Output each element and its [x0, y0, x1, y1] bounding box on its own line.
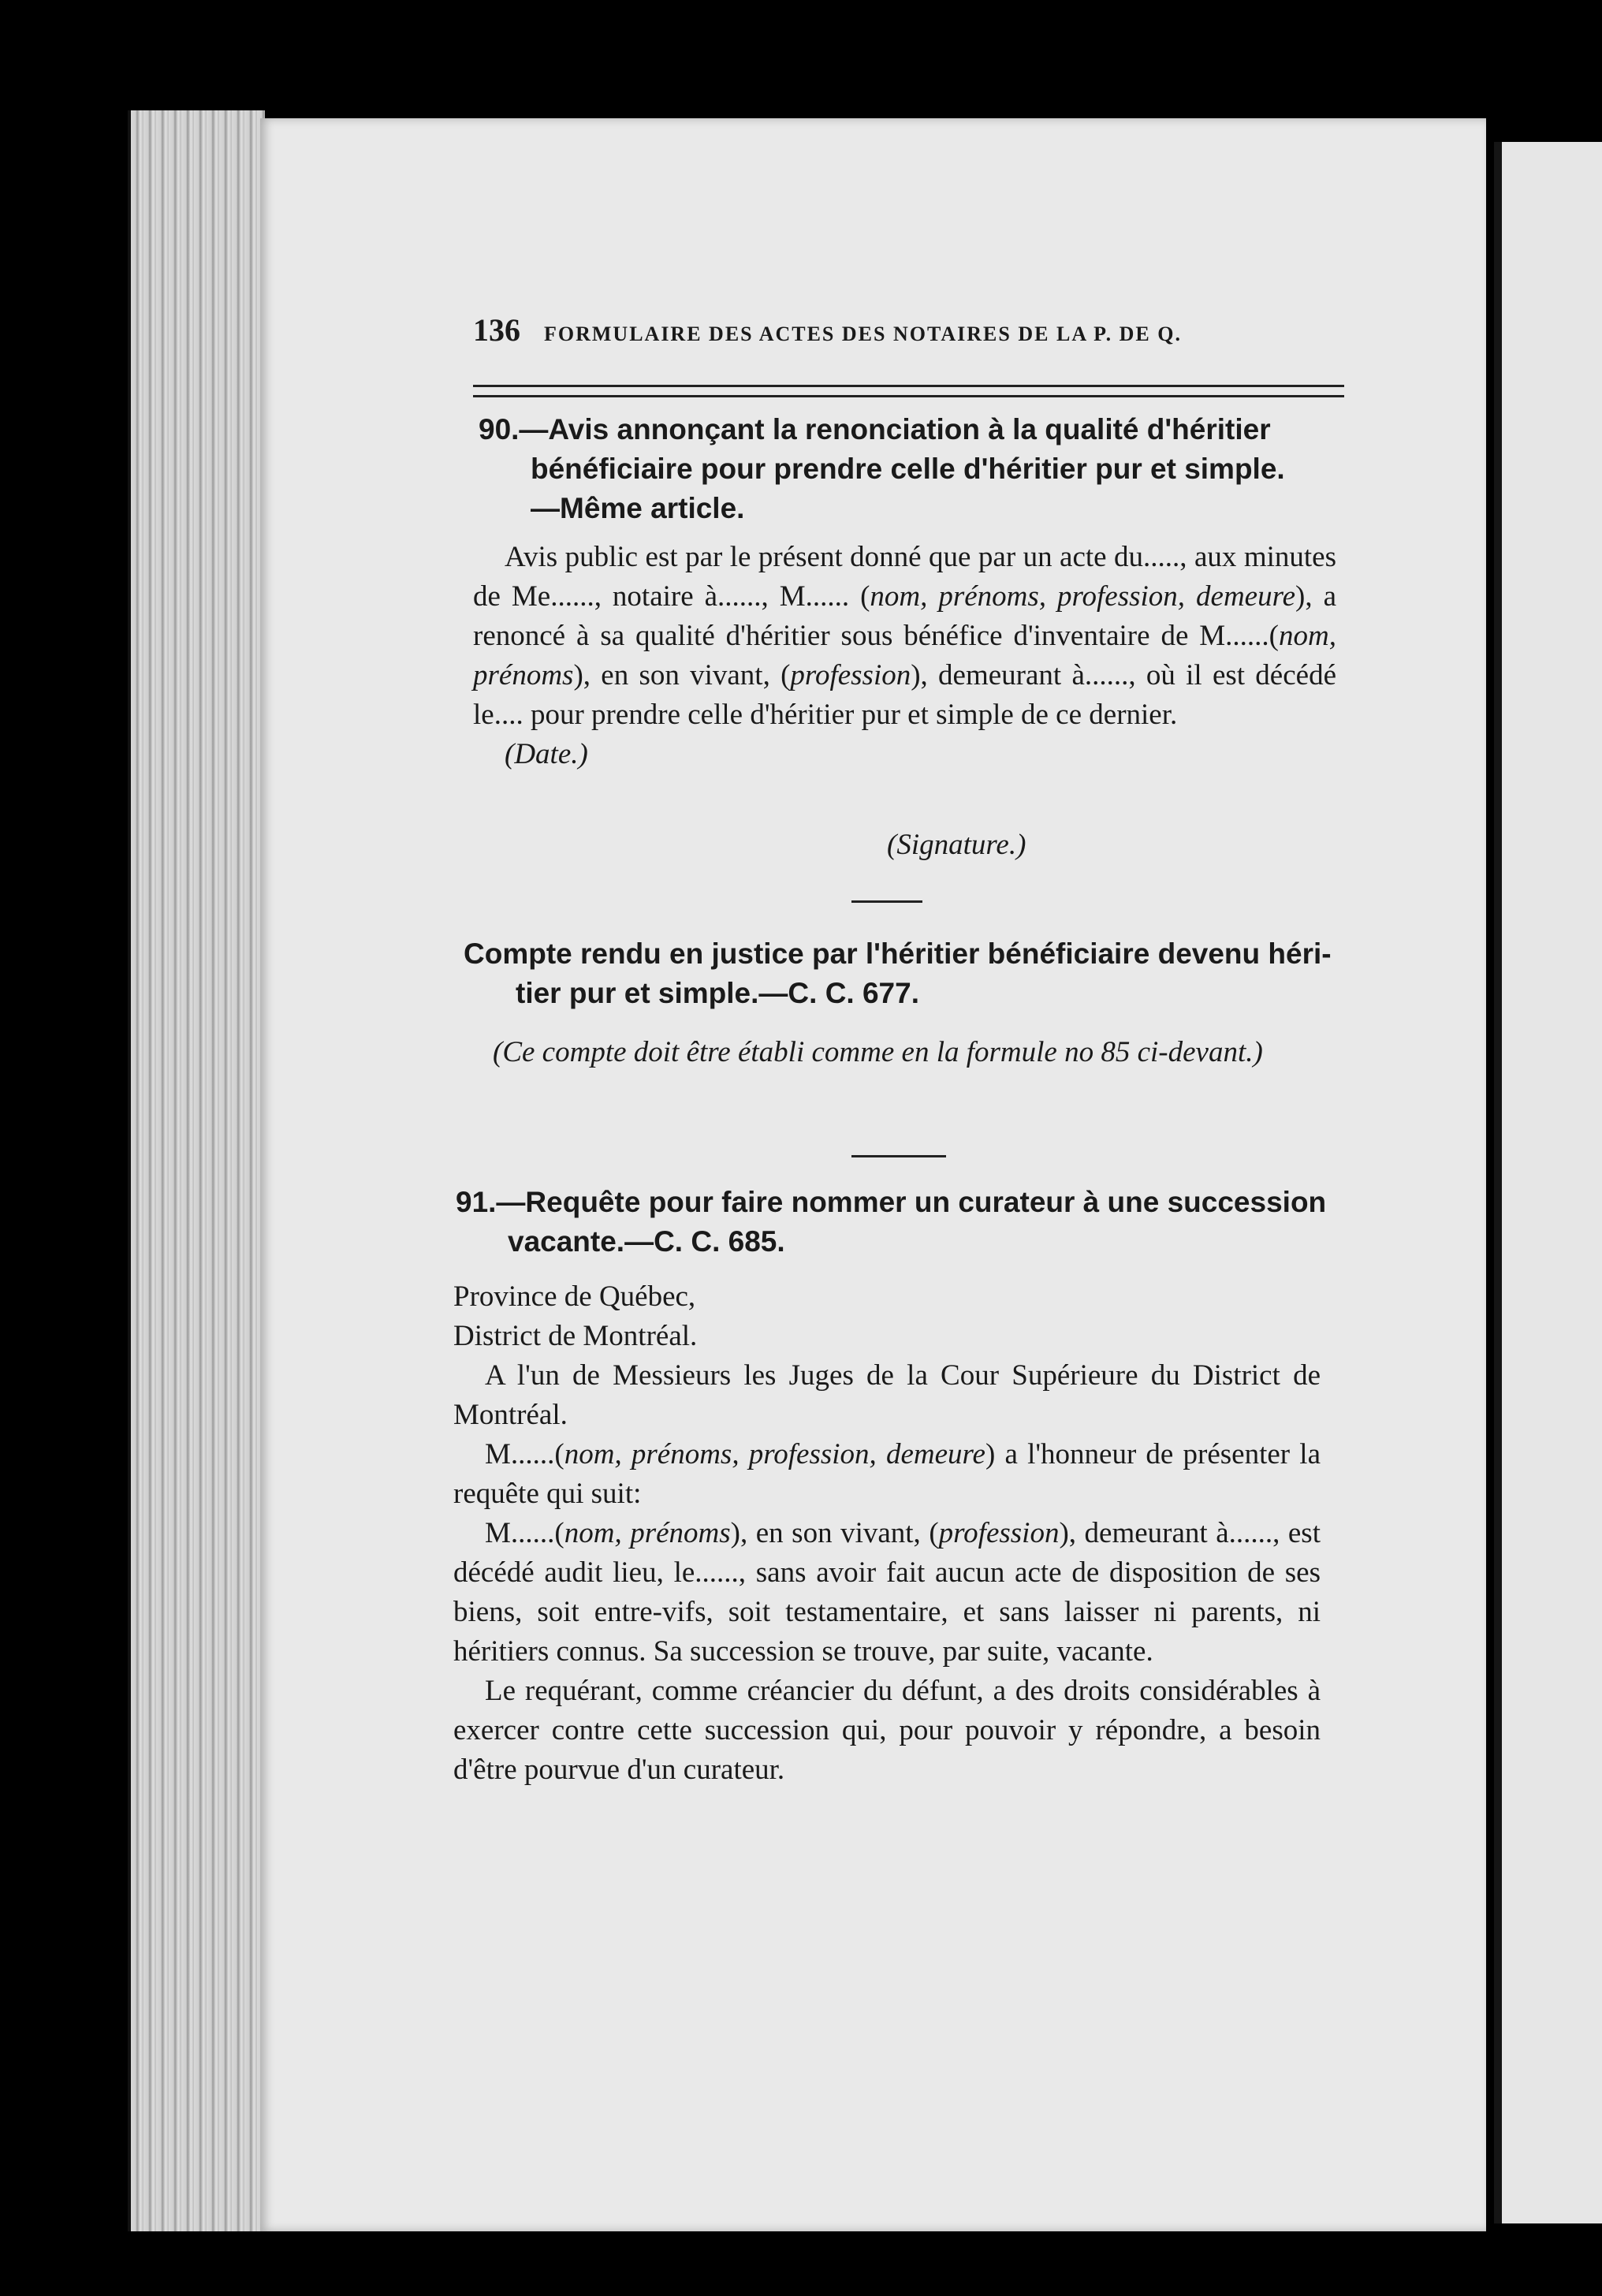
- text-run: ), a renoncé à sa qualité d'héritier sous bénéfice d'inventaire de M......(: [473, 580, 1337, 652]
- facing-page-edge: [1494, 142, 1602, 2223]
- compte-rendu-heading-line1: Compte rendu en justice par l'héritier bénéficiaire devenu héri-: [464, 937, 1332, 970]
- italic-run: nom, prénoms, profession, demeure: [870, 580, 1296, 613]
- text-run: ), en son vivant, (: [730, 1517, 939, 1549]
- section-90-body: [473, 538, 1336, 774]
- italic-run: nom, prénoms: [473, 620, 1336, 691]
- section-90-heading-line3: —Même article.: [531, 492, 745, 524]
- section-90-heading-line2: bénéficiaire pour prendre celle d'héritier pur et simple.: [531, 453, 1285, 485]
- text-run: ), demeurant à......, où il est décédé le.... pour prendre celle d'héritier pur et simple de ce dernier.: [473, 659, 1336, 731]
- deceased-paragraph: [453, 1514, 1321, 1672]
- running-title: FORMULAIRE DES ACTES DES NOTAIRES DE LA P. DE Q.: [544, 322, 1182, 345]
- creditor-paragraph: Le requérant, comme créancier du défunt, a des droits considérables à exercer contre cette succession qui, pour pouvoir y répondre, a besoin d'être pourvue d'un curateur.: [453, 1675, 1321, 1786]
- section-90-heading: [479, 410, 1346, 528]
- section-91-heading-line2: vacante.—C. C. 685.: [508, 1225, 785, 1258]
- compte-rendu-heading: [464, 934, 1347, 1013]
- page-header: [473, 311, 1602, 348]
- text-run: ), en son vivant, (: [573, 659, 791, 691]
- province-line: Province de Québec,: [453, 1280, 696, 1313]
- compte-rendu-note-text: (Ce compte doit être établi comme en la formule no 85 ci-devant.): [493, 1036, 1263, 1068]
- text-run: ) a l'honneur de présenter la requête qui suit:: [453, 1438, 1321, 1510]
- page-number: 136: [473, 312, 520, 348]
- italic-run: nom, prénoms, profession, demeure: [564, 1438, 985, 1470]
- signature-placeholder: (Signature.): [887, 829, 1026, 861]
- section-90-paragraph: [473, 538, 1336, 735]
- compte-rendu-heading-line2: tier pur et simple.—C. C. 677.: [516, 977, 919, 1009]
- addressee-paragraph: A l'un de Messieurs les Juges de la Cour Supérieure du District de Montréal.: [453, 1359, 1321, 1431]
- italic-run: profession: [938, 1517, 1060, 1549]
- italic-run: profession: [790, 659, 911, 691]
- petitioner-paragraph: [453, 1435, 1321, 1514]
- italic-run: nom, prénoms: [564, 1517, 731, 1549]
- section-91-body: [453, 1277, 1321, 1790]
- section-divider: [851, 1155, 946, 1157]
- text-run: ), demeurant à......, est décédé audit lieu, le......, sans avoir fait aucun acte de disposition de ses biens, soit entre-vifs, soit testamentaire, et sans laisser ni parents, ni héritiers connus. Sa succession se trouve, par suite, vacante.: [453, 1517, 1321, 1668]
- header-rule: [473, 385, 1344, 397]
- section-divider: [851, 900, 922, 903]
- text-run: M......(: [485, 1438, 564, 1470]
- page-edges: [128, 110, 265, 2231]
- compte-rendu-note: [461, 1033, 1332, 1072]
- text-run: M......(: [485, 1517, 564, 1549]
- section-90-heading-line1: 90.—Avis annonçant la renonciation à la qualité d'héritier: [479, 413, 1271, 445]
- text-run: Avis public est par le présent donné que par un acte du....., aux minutes de Me......, notaire à......, M...... (: [473, 541, 1336, 613]
- date-placeholder: (Date.): [505, 738, 588, 770]
- section-91-heading-line1: 91.—Requête pour faire nommer un curateur à une succession: [456, 1186, 1327, 1218]
- district-line: District de Montréal.: [453, 1320, 698, 1352]
- section-91-heading: [456, 1183, 1347, 1262]
